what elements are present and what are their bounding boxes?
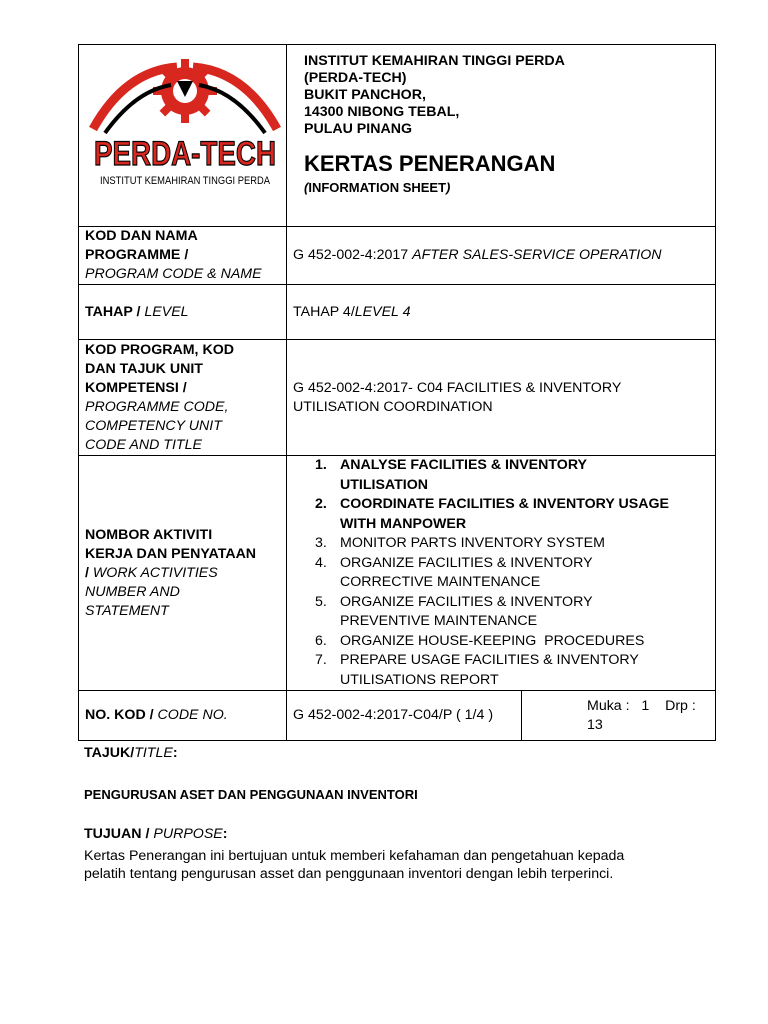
total-pages-label: Drp : [665,697,696,714]
title-value: PENGURUSAN ASET DAN PENGGUNAAN INVENTORI [84,787,418,802]
title-heading: TAJUK/TITLE: [84,745,178,761]
perda-tech-logo [85,51,285,221]
program-value: G 452-002-4:2017 AFTER SALES-SERVICE OPERATION [287,227,716,285]
activity-item: 5. ORGANIZE FACILITIES & INVENTORY PREVENTIVE MAINTENANCE [315,593,593,629]
level-value: TAHAP 4/LEVEL 4 [287,285,716,340]
activity-item: 7. PREPARE USAGE FACILITIES & INVENTORY UTILISATIONS REPORT [315,652,639,688]
institute-address [304,53,715,138]
activity-item: 2. COORDINATE FACILITIES & INVENTORY USAGE WITH MANPOWER [315,496,669,532]
header-row [79,45,716,227]
activities-list-cell [287,456,716,691]
competency-row [79,340,716,456]
activities-row [79,456,716,691]
code-no-value: G 452-002-4:2017-C04/P ( 1/4 ) [287,691,522,741]
page-value: 1 [641,697,650,714]
info-sheet-table [78,44,716,741]
institute-line: INSTITUT KEMAHIRAN TINGGI PERDA [304,53,565,69]
page-label: Muka : [587,697,630,714]
code-no-row [79,691,716,741]
logo-cell [79,45,287,227]
logo-tagline-text: INSTITUT KEMAHIRAN TINGGI PERDA [100,175,271,187]
activity-item: 4. ORGANIZE FACILITIES & INVENTORY CORRECTIVE MAINTENANCE [315,554,593,590]
competency-value: G 452-002-4:2017- C04 FACILITIES & INVENTORY UTILISATION COORDINATION [287,340,716,456]
purpose-paragraph: Kertas Penerangan ini bertujuan untuk memberi kefahaman dan pengetahuan kepada pelatih tentang pengurusan asset dan penggunaan inventori dengan lebih terperinci. [84,848,625,882]
page-number-cell [522,691,716,741]
program-row [79,227,716,285]
program-label: KOD DAN NAMA PROGRAMME / PROGRAM CODE & NAME [79,227,287,285]
purpose-heading: TUJUAN / PURPOSE: [84,826,228,842]
activity-item: 3. MONITOR PARTS INVENTORY SYSTEM [315,535,605,551]
institute-line: (PERDA-TECH) [304,70,407,86]
competency-label: KOD PROGRAM, KOD DAN TAJUK UNIT KOMPETENSI / PROGRAMME CODE, COMPETENCY UNIT CODE AND TITLE [79,340,287,456]
institute-line: PULAU PINANG [304,121,412,137]
activity-item: 1. ANALYSE FACILITIES & INVENTORY UTILISATION [315,457,588,493]
logo-brand-text: PERDA-TECH [94,135,276,173]
activity-item: 6. ORGANIZE HOUSE-KEEPING PROCEDURES [315,632,645,649]
code-no-label: NO. KOD / CODE NO. [79,691,287,741]
sheet-subtitle: (INFORMATION SHEET) [304,180,451,195]
activities-list [312,456,715,690]
institute-line: BUKIT PANCHOR, [304,87,426,103]
institute-line: 14300 NIBONG TEBAL, [304,104,460,120]
level-label: TAHAP / LEVEL [79,285,287,340]
level-row [79,285,716,340]
activities-label: NOMBOR AKTIVITI KERJA DAN PENYATAAN / WORK ACTIVITIES NUMBER AND STATEMENT [79,456,287,691]
sheet-title: KERTAS PENERANGAN [304,151,556,176]
total-pages-value: 13 [587,716,603,733]
header-info-cell [287,45,716,227]
